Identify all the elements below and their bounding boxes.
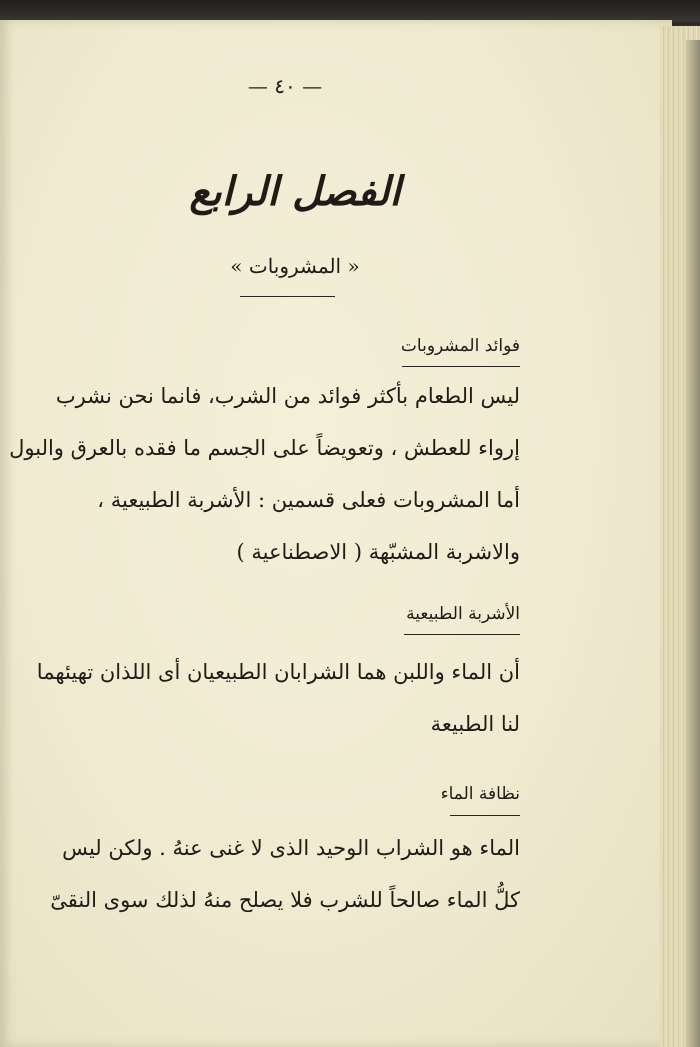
heading-underline [402, 366, 520, 367]
section-heading-natural-drinks: الأشربة الطبيعية [406, 604, 520, 624]
page-number: — ٤٠ — [247, 74, 323, 98]
body-line: أما المشروبات فعلى قسمين : الأشربة الطبيعية ، [97, 488, 520, 512]
section-heading-benefits: فوائد المشروبات [400, 336, 520, 356]
page-edges-shadow [686, 40, 700, 1047]
chapter-subtitle: « المشروبات » [230, 254, 360, 278]
section-heading-water-cleanliness: نظافة الماء [440, 784, 520, 804]
body-line: أن الماء واللبن هما الشرابان الطبيعيان أى اللذان تهيئهما [36, 660, 520, 684]
body-line: لنا الطبيعة [430, 712, 520, 736]
title-divider [240, 296, 335, 297]
chapter-title: الفصل الرابع [189, 168, 401, 215]
body-line: والاشربة المشبّهة ( الاصطناعية ) [236, 540, 520, 564]
heading-underline [404, 634, 520, 635]
body-line: كلُّ الماء صالحاً للشرب فلا يصلح منهُ لذلك سوى النقىّ [50, 888, 520, 912]
body-line: إرواء للعطش ، وتعويضاً على الجسم ما فقده بالعرق والبول [9, 436, 520, 460]
body-line: ليس الطعام بأكثر فوائد من الشرب، فانما نحن نشرب [55, 384, 520, 408]
heading-underline [450, 815, 520, 816]
body-line: الماء هو الشراب الوحيد الذى لا غنى عنهُ . ولكن ليس [62, 836, 520, 860]
